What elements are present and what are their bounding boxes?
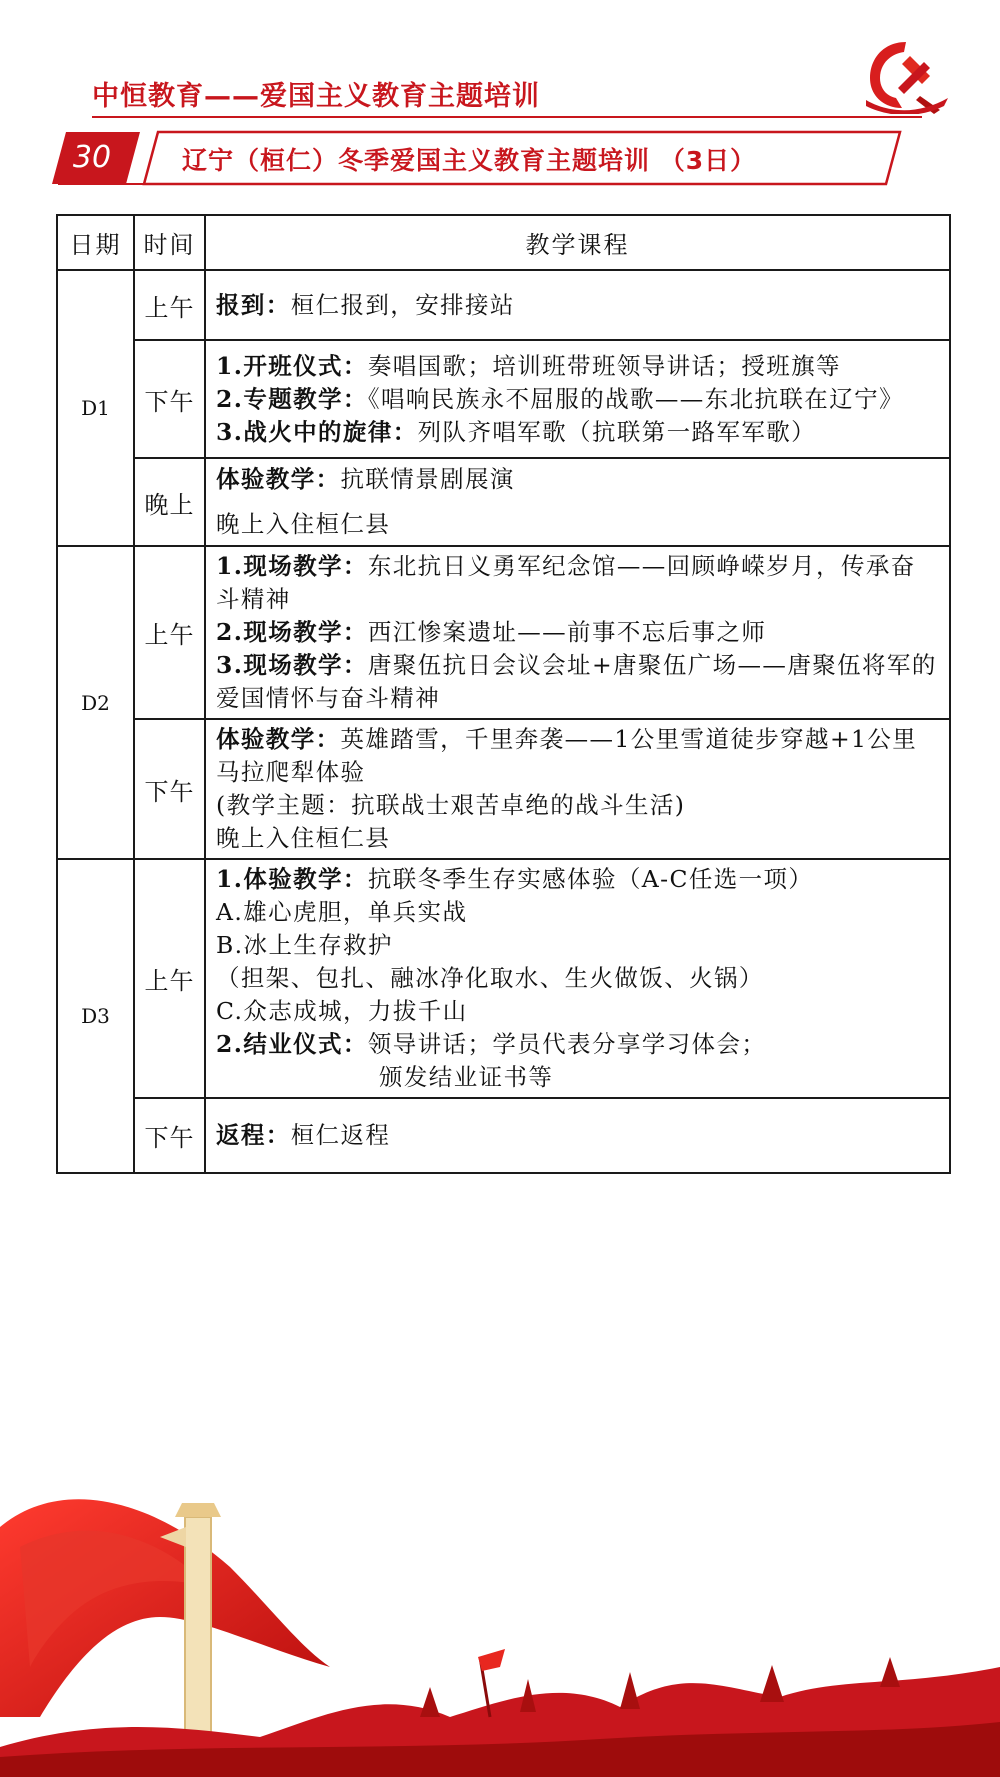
course-cell bbox=[205, 1098, 950, 1173]
table-row bbox=[57, 458, 950, 546]
header-course: 教学课程 bbox=[205, 215, 950, 270]
item-text: 列队齐唱军歌（抗联第一路军军歌） bbox=[417, 417, 817, 446]
item-text: A.雄心虎胆，单兵实战 bbox=[216, 898, 468, 926]
item-label: 3.现场教学： bbox=[216, 651, 368, 679]
day-cell-d1: D1 bbox=[57, 270, 134, 546]
day-cell-d3: D3 bbox=[57, 859, 134, 1173]
time-cell: 下午 bbox=[134, 1098, 205, 1173]
header-day: 日期 bbox=[57, 215, 134, 270]
page-number: 30 bbox=[72, 140, 112, 175]
table-row bbox=[57, 270, 950, 340]
time-cell: 晚上 bbox=[134, 458, 205, 546]
table-row bbox=[57, 1098, 950, 1173]
item-label: 3.战火中的旋律： bbox=[216, 417, 418, 446]
day-cell-d2: D2 bbox=[57, 546, 134, 859]
table-row bbox=[57, 340, 950, 458]
item-text: 领导讲话；学员代表分享学习体会； bbox=[367, 1030, 767, 1058]
course-cell bbox=[205, 546, 950, 719]
time-cell: 上午 bbox=[134, 859, 205, 1098]
footer-decoration bbox=[0, 1417, 1000, 1777]
item-text: 晚上入住桓仁县 bbox=[216, 824, 391, 852]
item-text: 桓仁返程 bbox=[290, 1121, 391, 1149]
item-text: (教学主题：抗联战士艰苦卓绝的战斗生活) bbox=[216, 791, 686, 819]
item-label: 报到： bbox=[216, 290, 291, 319]
table-header-row bbox=[57, 215, 950, 270]
item-text: 《唱响民族永不屈服的战歌——东北抗联在辽宁》 bbox=[367, 384, 904, 413]
item-text: 颁发结业证书等 bbox=[379, 1063, 554, 1091]
item-label: 体验教学： bbox=[216, 725, 341, 753]
item-text: 西江惨案遗址——前事不忘后事之师 bbox=[367, 618, 767, 646]
header-title: 中恒教育——爱国主义教育主题培训 bbox=[92, 81, 540, 112]
item-label: 1.体验教学： bbox=[216, 865, 368, 893]
item-text: 奏唱国歌；培训班带班领导讲话；授班旗等 bbox=[367, 351, 841, 380]
item-label: 1.现场教学： bbox=[216, 552, 368, 580]
item-text: 英雄踏雪，千里奔袭——1公里雪道徒步穿越+1公里马拉爬犁体验 bbox=[216, 725, 918, 786]
item-text: 抗联冬季生存实感体验（A-C任选一项） bbox=[367, 865, 814, 893]
item-text: 晚上入住桓仁县 bbox=[216, 510, 391, 538]
item-label: 体验教学： bbox=[216, 465, 341, 493]
item-label: 2.结业仪式： bbox=[216, 1030, 368, 1058]
header-divider bbox=[92, 116, 922, 118]
table-row bbox=[57, 719, 950, 859]
course-cell bbox=[205, 340, 950, 458]
item-text: 东北抗日义勇军纪念馆——回顾峥嵘岁月，传承奋斗精神 bbox=[216, 552, 916, 613]
party-emblem-icon bbox=[860, 36, 952, 114]
item-label: 1.开班仪式： bbox=[216, 351, 368, 380]
course-cell bbox=[205, 719, 950, 859]
item-text: B.冰上生存救护 bbox=[216, 931, 393, 959]
schedule-table bbox=[56, 214, 951, 1174]
course-cell bbox=[205, 859, 950, 1098]
time-cell: 下午 bbox=[134, 719, 205, 859]
item-label: 返程： bbox=[216, 1121, 291, 1149]
item-text: 唐聚伍抗日会议会址+唐聚伍广场——唐聚伍将军的爱国情怀与奋斗精神 bbox=[216, 651, 937, 712]
item-label: 2.现场教学： bbox=[216, 618, 368, 646]
header-time: 时间 bbox=[134, 215, 205, 270]
item-text: （担架、包扎、融冰净化取水、生火做饭、火锅） bbox=[216, 964, 764, 992]
item-text: 桓仁报到，安排接站 bbox=[290, 290, 515, 319]
time-cell: 上午 bbox=[134, 270, 205, 340]
course-cell bbox=[205, 458, 950, 546]
course-cell bbox=[205, 270, 950, 340]
time-cell: 上午 bbox=[134, 546, 205, 719]
course-title: 辽宁（桓仁）冬季爱国主义教育主题培训 （3日） bbox=[182, 146, 757, 175]
table-row bbox=[57, 859, 950, 1098]
table-row bbox=[57, 546, 950, 719]
item-text: C.众志成城，力拔千山 bbox=[216, 997, 468, 1025]
time-cell: 下午 bbox=[134, 340, 205, 458]
item-label: 2.专题教学： bbox=[216, 384, 368, 413]
item-text: 抗联情景剧展演 bbox=[340, 465, 515, 493]
